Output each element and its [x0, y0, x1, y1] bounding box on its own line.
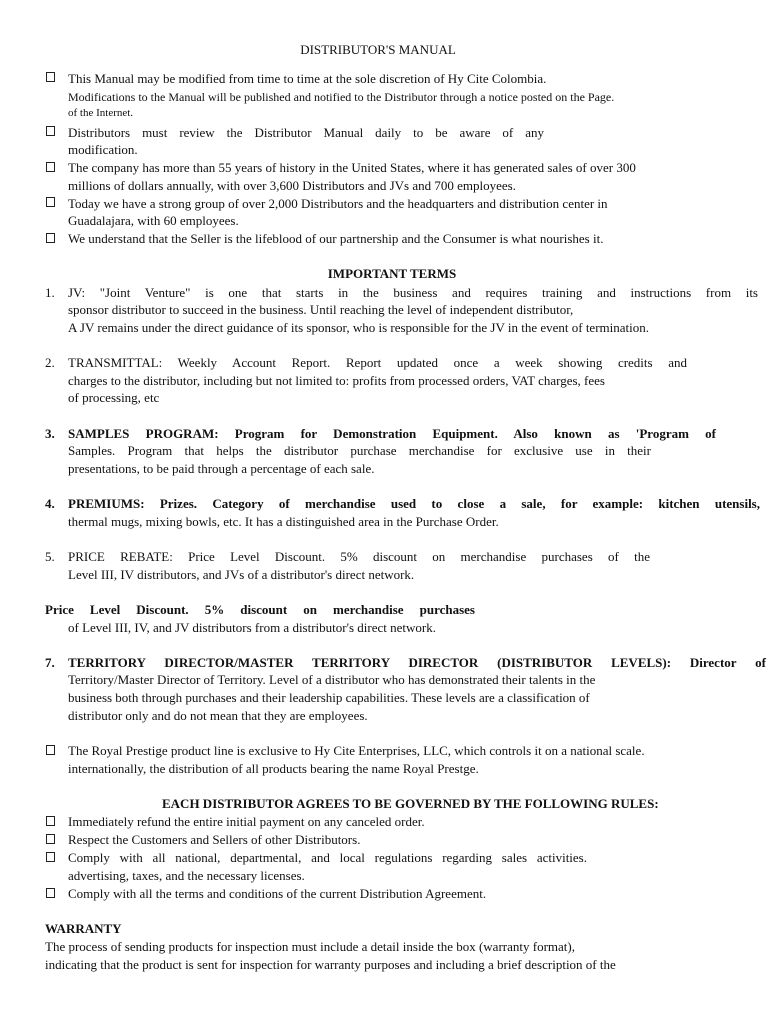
term-3-number: 3. [45, 426, 55, 441]
royal-line-2: internationally, the distribution of all products bearing the name Royal Prestge. [68, 761, 479, 776]
intro-4-line-2: Guadalajara, with 60 employees. [68, 213, 239, 228]
checkbox-bullet-icon [46, 834, 55, 844]
checkbox-bullet-icon [46, 72, 55, 82]
term-1-line-2: sponsor distributor to succeed in the business. Until reaching the level of independent distributor, [68, 302, 574, 317]
term-2-line-1: TRANSMITTAL: Weekly Account Report. Report updated once a week showing credits and [68, 355, 687, 370]
intro-3-line-1: The company has more than 55 years of history in the United States, where it has generated sales of over 300 [68, 160, 636, 175]
term-7-number: 7. [45, 655, 55, 670]
checkbox-bullet-icon [46, 852, 55, 862]
rule-4-line-1: Comply with all the terms and conditions of the current Distribution Agreement. [68, 886, 487, 901]
intro-4-line-1: Today we have a strong group of over 2,000 Distributors and the headquarters and distribution center in [68, 196, 608, 211]
warranty-line-1: The process of sending products for inspection must include a detail inside the box (warranty format), [45, 939, 575, 954]
intro-1-line-3: of the Internet. [68, 107, 134, 119]
term-2-number: 2. [45, 355, 55, 370]
term-5-line-2: Level III, IV distributors, and JVs of a distributor's direct network. [68, 567, 415, 582]
royal-line-1: The Royal Prestige product line is exclusive to Hy Cite Enterprises, LLC, which controls it on a national scale. [68, 743, 645, 758]
term-7-line-2: Territory/Master Director of Territory. Level of a distributor who has demonstrated their talents in the [68, 672, 596, 687]
term-3-line-3: presentations, to be paid through a percentage of each sale. [68, 461, 375, 476]
checkbox-bullet-icon [46, 197, 55, 207]
term-1-line-1: JV: "Joint Venture" is one that starts in the business and requires training and instructions from its [68, 285, 758, 300]
checkbox-bullet-icon [46, 888, 55, 898]
checkbox-bullet-icon [46, 126, 55, 136]
intro-5-line-1: We understand that the Seller is the lifeblood of our partnership and the Consumer is what nourishes it. [68, 231, 604, 246]
intro-1-line-1: This Manual may be modified from time to time at the sole discretion of Hy Cite Colombia. [68, 71, 547, 86]
checkbox-bullet-icon [46, 233, 55, 243]
term-2-line-2: charges to the distributor, including but not limited to: profits from processed orders, VAT charges, fees [68, 373, 605, 388]
intro-1-line-2: Modifications to the Manual will be published and notified to the Distributor through a notice posted on the Page. [68, 90, 615, 104]
term-5-number: 5. [45, 549, 55, 564]
term-4-line-1: PREMIUMS: Prizes. Category of merchandise used to close a sale, for example: kitchen utensils, [68, 496, 760, 511]
term-4-line-2: thermal mugs, mixing bowls, etc. It has a distinguished area in the Purchase Order. [68, 514, 499, 529]
intro-2-line-2: modification. [68, 142, 138, 157]
term-2-line-3: of processing, etc [68, 390, 160, 405]
warranty-line-2: indicating that the product is sent for inspection for warranty purposes and including a brief description of the [45, 957, 616, 972]
intro-2-line-1: Distributors must review the Distributor Manual daily to be aware of any [68, 125, 544, 140]
term-7-line-1: TERRITORY DIRECTOR/MASTER TERRITORY DIRECTOR (DISTRIBUTOR LEVELS): Director of [68, 655, 766, 670]
term-3-line-1: SAMPLES PROGRAM: Program for Demonstration Equipment. Also known as 'Program of [68, 426, 716, 441]
term-6-line-2: of Level III, IV, and JV distributors from a distributor's direct network. [68, 620, 436, 635]
checkbox-bullet-icon [46, 816, 55, 826]
intro-3-line-2: millions of dollars annually, with over 3,600 Distributors and JVs and 700 employees. [68, 178, 516, 193]
warranty-heading: WARRANTY [45, 921, 122, 936]
term-5-line-1: PRICE REBATE: Price Level Discount. 5% discount on merchandise purchases of the [68, 549, 650, 564]
checkbox-bullet-icon [46, 162, 55, 172]
checkbox-bullet-icon [46, 745, 55, 755]
term-1-line-3: A JV remains under the direct guidance of its sponsor, who is responsible for the JV in the event of termination. [68, 320, 649, 335]
important-terms-heading: IMPORTANT TERMS [327, 266, 457, 281]
term-7-line-4: distributor only and do not mean that they are employees. [68, 708, 368, 723]
rule-2-line-1: Respect the Customers and Sellers of other Distributors. [68, 832, 361, 847]
rules-heading: EACH DISTRIBUTOR AGREES TO BE GOVERNED BY THE FOLLOWING RULES: [162, 796, 659, 811]
document-title: DISTRIBUTOR'S MANUAL [300, 42, 456, 57]
term-3-line-2: Samples. Program that helps the distributor purchase merchandise for exclusive use in their [68, 443, 651, 458]
rule-1-line-1: Immediately refund the entire initial payment on any canceled order. [68, 814, 425, 829]
term-4-number: 4. [45, 496, 55, 511]
term-6-line-1: Price Level Discount. 5% discount on merchandise purchases [45, 602, 475, 617]
term-7-line-3: business both through purchases and their leadership capabilities. These levels are a classification of [68, 690, 590, 705]
term-1-number: 1. [45, 285, 55, 300]
rule-3-line-2: advertising, taxes, and the necessary licenses. [68, 868, 305, 883]
rule-3-line-1: Comply with all national, departmental, and local regulations regarding sales activities. [68, 850, 587, 865]
